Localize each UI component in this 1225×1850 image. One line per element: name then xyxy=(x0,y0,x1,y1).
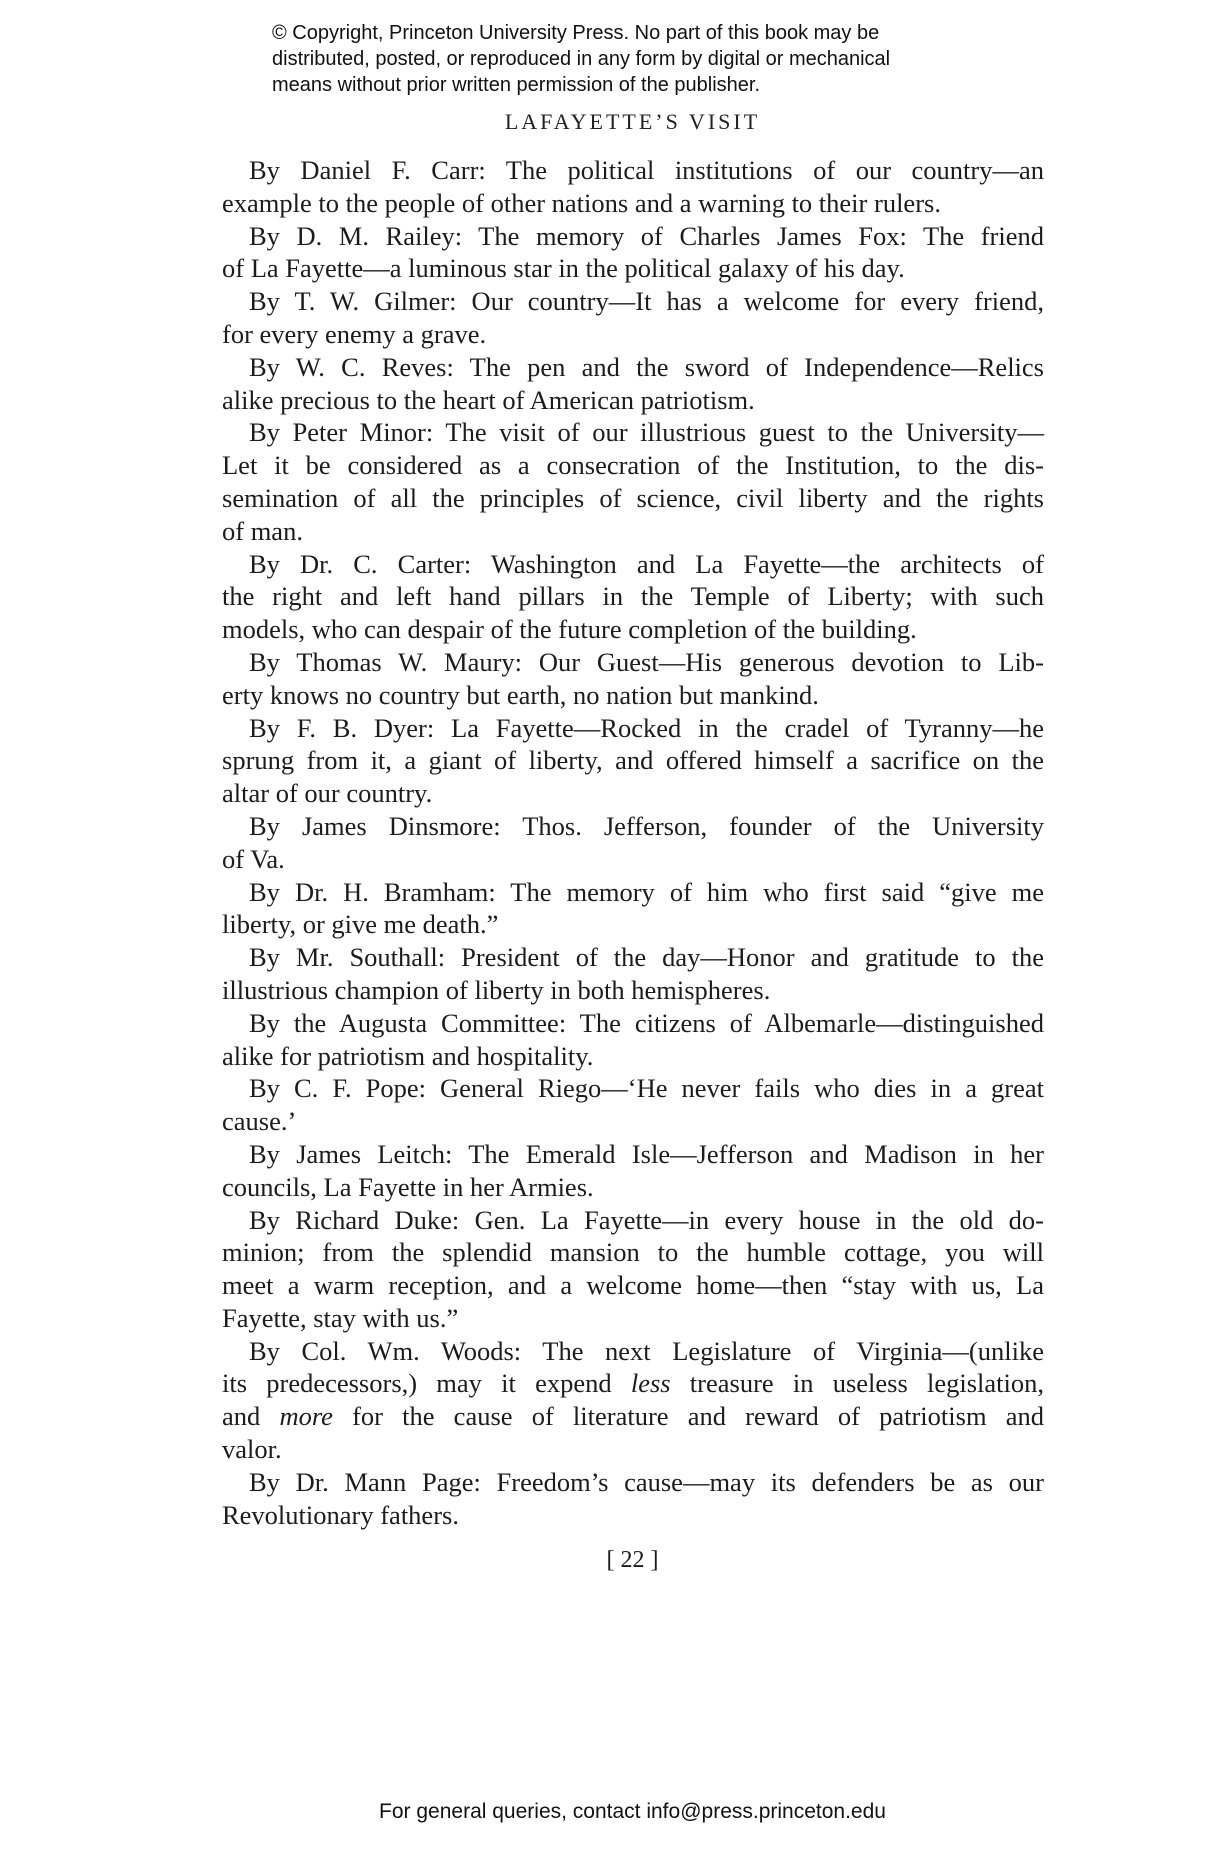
toast-bramham xyxy=(222,876,1044,942)
copyright-line: distributed, posted, or reproduced in any form by digital or mechanical xyxy=(272,48,891,70)
toast-line: By Thomas W. Maury: Our Guest—His generous devotion to Lib- xyxy=(249,646,1044,677)
toast-line: alike precious to the heart of American patriotism. xyxy=(222,384,755,415)
emphasis-less: less xyxy=(630,1368,671,1399)
toast-line: By Dr. Mann Page: Freedom’s cause—may its defenders be as our xyxy=(249,1466,1044,1497)
toast-line: By Col. Wm. Woods: The next Legislature of Virginia—(unlike xyxy=(249,1335,1044,1366)
copyright-notice xyxy=(272,20,1032,98)
toast-line: By D. M. Railey: The memory of Charles James Fox: The friend xyxy=(249,220,1044,251)
toast-line: models, who can despair of the future completion of the building. xyxy=(222,614,917,645)
toast-line: By T. W. Gilmer: Our country—It has a welcome for every friend, xyxy=(249,286,1044,317)
toast-line: By C. F. Pope: General Riego—‘He never fails who dies in a great xyxy=(249,1073,1044,1104)
toast-line: By Richard Duke: Gen. La Fayette—in every house in the old do- xyxy=(249,1204,1044,1235)
toast-line: By Mr. Southall: President of the day—Honor and gratitude to the xyxy=(249,942,1044,973)
toast-carr xyxy=(222,154,1044,220)
toast-reves xyxy=(222,351,1044,417)
toast-line: the right and left hand pillars in the Temple of Liberty; with such xyxy=(222,581,1044,612)
toast-line: for every enemy a grave. xyxy=(222,318,487,349)
toast-minor xyxy=(222,416,1044,547)
toast-dyer xyxy=(222,712,1044,810)
toast-line: of La Fayette—a luminous star in the political galaxy of his day. xyxy=(222,253,905,284)
text-run: and xyxy=(222,1401,280,1432)
toast-southall xyxy=(222,941,1044,1007)
text-run: for the cause of literature and reward of patriotism and xyxy=(332,1401,1044,1432)
toast-line: councils, La Fayette in her Armies. xyxy=(222,1171,594,1202)
toast-line: illustrious champion of liberty in both hemispheres. xyxy=(222,974,771,1005)
toast-line: erty knows no country but earth, no nation but mankind. xyxy=(222,679,819,710)
text-run: treasure in useless legislation, xyxy=(670,1368,1045,1399)
toast-line: Let it be considered as a consecration of the Institution, to the dis- xyxy=(222,450,1044,481)
toast-line: altar of our country. xyxy=(222,778,433,809)
toast-line: By Daniel F. Carr: The political institutions of our country—an xyxy=(249,155,1044,185)
toast-leitch xyxy=(222,1138,1044,1204)
toast-augusta-committee xyxy=(222,1007,1044,1073)
toast-maury xyxy=(222,646,1044,712)
toast-list xyxy=(222,154,1044,1531)
toast-line: By Peter Minor: The visit of our illustrious guest to the University— xyxy=(249,417,1044,448)
toast-line: of man. xyxy=(222,515,303,546)
toast-line: sprung from it, a giant of liberty, and offered himself a sacrifice on the xyxy=(222,745,1044,776)
toast-railey xyxy=(222,220,1044,286)
copyright-line: © Copyright, Princeton University Press. No part of this book may be xyxy=(272,22,880,44)
toast-line: minion; from the splendid mansion to the humble cottage, you will xyxy=(222,1237,1044,1268)
running-head: LAFAYETTE’S VISIT xyxy=(504,109,761,134)
toast-woods xyxy=(222,1335,1044,1466)
toast-line: Revolutionary fathers. xyxy=(222,1499,459,1530)
toast-line: meet a warm reception, and a welcome home—then “stay with us, La xyxy=(222,1270,1044,1301)
toast-line: By Dr. C. Carter: Washington and La Fayette—the architects of xyxy=(249,548,1044,579)
toast-line: Fayette, stay with us.” xyxy=(222,1302,459,1333)
toast-duke xyxy=(222,1204,1044,1335)
toast-line: example to the people of other nations and a warning to their rulers. xyxy=(222,187,941,218)
toast-line: valor. xyxy=(222,1434,282,1465)
toast-gilmer xyxy=(222,285,1044,351)
toast-line: By Dr. H. Bramham: The memory of him who first said “give me xyxy=(249,876,1044,907)
toast-line: cause.’ xyxy=(222,1106,297,1137)
toast-line: semination of all the principles of science, civil liberty and the rights xyxy=(222,482,1044,513)
toast-line xyxy=(222,1367,1044,1400)
toast-line: By James Leitch: The Emerald Isle—Jefferson and Madison in her xyxy=(249,1138,1044,1169)
toast-line: By W. C. Reves: The pen and the sword of Independence—Relics xyxy=(249,351,1044,382)
copyright-line: means without prior written permission of the publisher. xyxy=(272,74,761,96)
page-number: [ 22 ] xyxy=(606,1547,659,1573)
footer-contact: For general queries, contact info@press.princeton.edu xyxy=(379,1800,886,1823)
toast-carter xyxy=(222,548,1044,646)
toast-line: By the Augusta Committee: The citizens of Albemarle—distinguished xyxy=(249,1007,1044,1038)
text-run: its predecessors,) may it expend xyxy=(222,1368,631,1399)
toast-line: alike for patriotism and hospitality. xyxy=(222,1040,594,1071)
toast-dinsmore xyxy=(222,810,1044,876)
toast-line: liberty, or give me death.” xyxy=(222,909,499,940)
toast-page xyxy=(222,1466,1044,1532)
toast-line: of Va. xyxy=(222,843,285,874)
toast-line xyxy=(222,1400,1044,1433)
toast-line: By James Dinsmore: Thos. Jefferson, founder of the University xyxy=(249,810,1044,841)
emphasis-more: more xyxy=(279,1401,333,1432)
toast-pope xyxy=(222,1072,1044,1138)
toast-line: By F. B. Dyer: La Fayette—Rocked in the cradel of Tyranny—he xyxy=(249,712,1044,743)
